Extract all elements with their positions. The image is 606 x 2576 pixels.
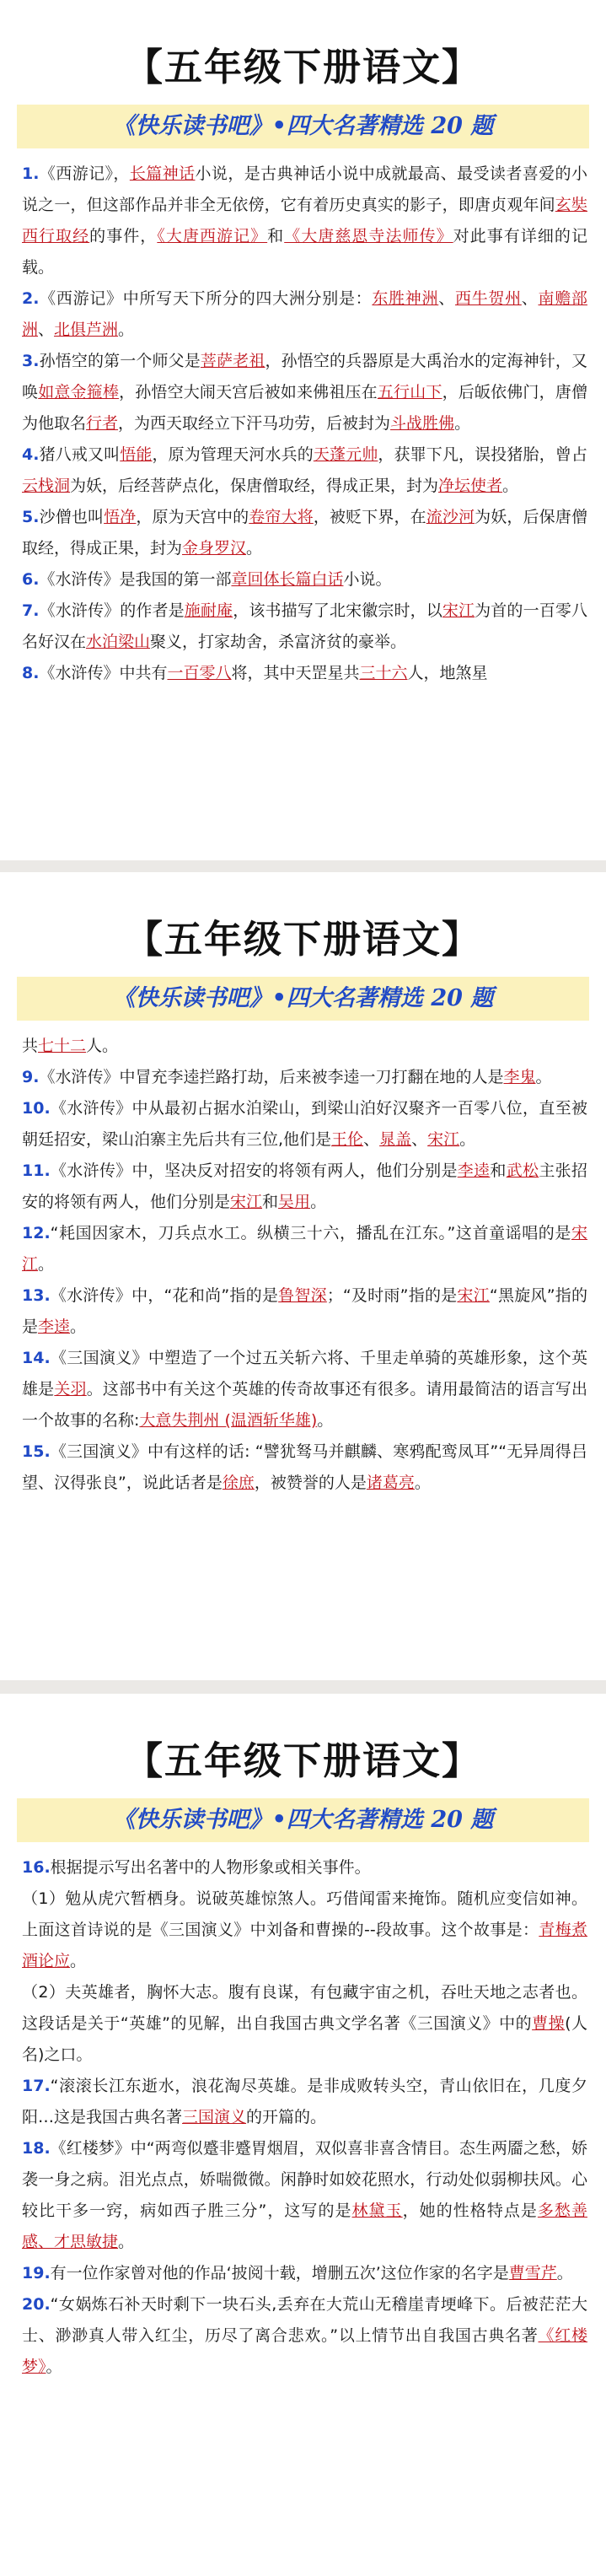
answer-text: 南赡部洲 — [22, 289, 587, 339]
question-text: 沙僧也叫 — [39, 508, 105, 526]
question-text: 。 — [46, 2358, 62, 2376]
question-text: 、 — [521, 289, 539, 308]
answer-text: 一百零八 — [167, 664, 232, 682]
question-text: ，获罪下凡，误投猪胎，曾占 — [378, 445, 587, 464]
answer-text: 宋江 — [442, 601, 475, 620]
question-number: 14. — [22, 1349, 51, 1367]
question-item — [22, 346, 587, 439]
question-text: “黑旋风”指的是 — [22, 1286, 588, 1336]
question-item — [22, 2133, 587, 2258]
answer-text: 李鬼 — [503, 1068, 536, 1086]
answer-text: 卷帘大将 — [249, 508, 314, 526]
answer-text: 李逵 — [38, 1318, 71, 1336]
answer-text: 三十六 — [359, 664, 408, 682]
answer-text: 《大唐西游记》 — [157, 227, 268, 245]
answer-text: 《红楼梦》 — [22, 2326, 587, 2376]
answer-text: 天蓬元帅 — [313, 445, 378, 464]
question-text: 人，地煞星 — [407, 664, 488, 682]
question-item — [22, 2071, 587, 2133]
answer-text: 斗战胜佛 — [390, 414, 455, 433]
question-number: 13. — [22, 1286, 51, 1305]
questions-list — [22, 159, 587, 689]
question-item — [22, 2289, 587, 2383]
question-text: “滚滚长江东逝水，浪花淘尽英雄。是非成败转头空，青山依旧在，几度夕阳…这是我国古典名著 — [22, 2077, 587, 2126]
page-card-2 — [0, 872, 606, 1680]
answer-text: 七十二 — [38, 1037, 87, 1055]
question-text: 为妖，后保唐僧取经，得成正果，封为 — [22, 508, 587, 558]
answer-text: 宋江 — [427, 1130, 460, 1149]
question-text: 。 — [118, 2233, 135, 2251]
question-text: 对此事有详细的记载。 — [22, 227, 587, 277]
question-number: 11. — [22, 1161, 51, 1180]
question-text: 小说，是古典神话小说中成就最高、最受读者喜爱的小说之一，但这部作品并非全无依傍，它有着历史真实的影子，即唐贞观年间 — [22, 164, 587, 214]
question-text: 、 — [411, 1130, 428, 1149]
question-number: 12. — [22, 1224, 51, 1242]
answer-text: 曹雪芹 — [508, 2264, 557, 2282]
question-text: 。 — [502, 477, 519, 495]
answer-text: 三国演义 — [182, 2108, 247, 2126]
question-text: 共 — [22, 1037, 39, 1055]
page-title: 【五年级下册语文】 — [124, 45, 481, 89]
question-number: 4. — [22, 445, 40, 464]
question-text: （2）夫英雄者，胸怀大志。腹有良谋，有包藏宇宙之机，吞吐天地之志者也。这段话是关于“英雄”的见解，出自我国古典文学名著《三国演义》中的 — [22, 1983, 587, 2033]
question-text: 《水浒传》中冒充李逵拦路打劫，后来被李逵一刀打翻在地的人是 — [39, 1068, 504, 1086]
page-title: 【五年级下册语文】 — [124, 1738, 481, 1783]
question-item — [22, 1977, 587, 2071]
question-text: 根据提示写出名著中的人物形象或相关事件。 — [50, 1858, 371, 1877]
question-number: 6. — [22, 570, 40, 589]
answer-text: 北俱芦洲 — [54, 321, 119, 339]
question-item — [22, 1218, 587, 1280]
question-number: 3. — [22, 352, 40, 370]
question-number: 9. — [22, 1068, 40, 1086]
question-text: 和 — [267, 227, 285, 245]
answer-text: 诸葛亮 — [366, 1474, 415, 1492]
question-text: ，后皈依佛门，唐僧为他取名 — [22, 383, 587, 433]
page-card-3 — [0, 1694, 606, 2576]
answer-text: 云栈洞 — [22, 477, 71, 495]
question-item — [22, 439, 587, 502]
question-text: 猪八戒又叫 — [39, 445, 121, 464]
question-number: 17. — [22, 2077, 51, 2095]
question-item — [22, 595, 587, 658]
question-text: 。 — [38, 1255, 55, 1274]
question-item — [22, 1062, 587, 1093]
question-number: 7. — [22, 601, 40, 620]
answer-text: 菩萨老祖 — [200, 352, 265, 370]
question-number: 10. — [22, 1099, 51, 1118]
question-text: 《水浒传》的作者是 — [39, 601, 185, 620]
question-text: ，被贬下界，在 — [313, 508, 426, 526]
question-text: 和 — [490, 1161, 507, 1180]
question-text: ，原为管理天河水兵的 — [152, 445, 314, 464]
question-text: ，被赞誉的人是 — [254, 1474, 367, 1492]
answer-text: 宋江 — [457, 1286, 490, 1305]
question-item — [22, 1280, 587, 1343]
question-text: 和 — [262, 1193, 279, 1211]
question-text: 、 — [363, 1130, 380, 1149]
question-text: ；“及时雨”指的是 — [326, 1286, 458, 1305]
question-text: （1）勉从虎穴暂栖身。说破英雄惊煞人。巧借闻雷来掩饰。随机应变信如神。上面这首诗说的是《三国演义》中刘备和曹操的--段故事。这个故事是： — [22, 1889, 587, 1939]
question-number: 20. — [22, 2295, 51, 2314]
question-text: ，她的性格特点是 — [402, 2201, 538, 2220]
section-banner: 《快乐读书吧》•四大名著精选 20 题 — [17, 977, 589, 1021]
question-item — [22, 1031, 587, 1062]
answer-text: 李逵 — [457, 1161, 491, 1180]
question-text: “耗国因家木，刀兵点水工。纵横三十六，播乱在江东。”这首童谣唱的是 — [50, 1224, 571, 1242]
question-text: 孙悟空的第一个师父是 — [39, 352, 201, 370]
question-item — [22, 1093, 587, 1156]
answer-text: 长篇神话 — [129, 164, 196, 183]
question-item — [22, 1852, 587, 1883]
answer-text: 章回体长篇白话 — [231, 570, 344, 589]
page-card-1 — [0, 0, 606, 860]
question-text: ，孙悟空的兵器原是大禹治水的定海神针，又唤 — [22, 352, 587, 401]
question-text: 为首的一百零八名好汉在 — [22, 601, 587, 651]
question-text: 。这部书中有关这个英雄的传奇故事还有很多。请用最简洁的语言写出一个故事的名称: — [22, 1380, 587, 1430]
question-number: 5. — [22, 508, 40, 526]
question-number: 15. — [22, 1442, 51, 1461]
question-text: 。 — [310, 1193, 327, 1211]
question-text: 《水浒传》中共有 — [39, 664, 168, 682]
question-item — [22, 1883, 587, 1977]
question-item — [22, 1156, 587, 1218]
section-banner: 《快乐读书吧》•四大名著精选 20 题 — [17, 105, 589, 148]
question-text: 。 — [70, 1952, 87, 1970]
question-text: 。 — [414, 1474, 431, 1492]
question-item — [22, 2258, 587, 2289]
question-text: 《红楼梦》中“两弯似蹙非蹙胃烟眉，双似喜非喜含情目。态生两靥之愁，娇袭一身之病。泪光点点，娇喘微微。闲静时如姣花照水，行动处似弱柳扶风。心较比干多一窍，病如西子胜三分”，这写的是 — [22, 2139, 587, 2220]
answer-text: 流沙河 — [426, 508, 475, 526]
answer-text: 晁盖 — [379, 1130, 412, 1149]
question-text: ，为西天取经立下汗马功劳，后被封为 — [118, 414, 391, 433]
question-text: 主张招安的将领有两人，他们分别是 — [22, 1161, 587, 1211]
questions-list — [22, 1031, 587, 1499]
question-item — [22, 1343, 587, 1436]
section-banner: 《快乐读书吧》•四大名著精选 20 题 — [17, 1798, 589, 1842]
answer-text: 宋江 — [22, 1224, 587, 1274]
question-text: 。 — [556, 2264, 573, 2282]
question-text: 《水浒传》中从最初占据水泊梁山，到梁山泊好汉聚齐一百零八位，直至被朝廷招安，梁山泊寨主先后共有三位,他们是 — [22, 1099, 587, 1149]
question-text: 《三国演义》中有这样的话: “譬犹驽马并麒麟、寒鸦配鸾凤耳”“无异周得吕望、汉得张良”，说此话者是 — [22, 1442, 587, 1492]
question-text: 聚义，打家劫舍，杀富济贫的豪举。 — [150, 633, 407, 651]
answer-text: 徐庶 — [222, 1474, 255, 1492]
question-text: 的开篇的。 — [246, 2108, 327, 2126]
questions-list — [22, 1852, 587, 2383]
answer-text: 关羽 — [54, 1380, 87, 1398]
question-text: 《三国演义》中塑造了一个过五关斩六将、千里走单骑的英雄形象，这个英雄是 — [22, 1349, 587, 1398]
question-text: 将，其中天罡星共 — [231, 664, 360, 682]
question-text: 。 — [454, 414, 471, 433]
answer-text: 王伦 — [331, 1130, 364, 1149]
answer-text: 青梅煮酒论应 — [22, 1921, 587, 1970]
answer-text: 行者 — [86, 414, 119, 433]
question-text: 的事件， — [89, 227, 158, 245]
answer-text: 大意失荆州 (温酒斩华雄) — [139, 1411, 318, 1430]
answer-text: 曹操 — [532, 2014, 566, 2033]
answer-text: 《大唐慈恩寺法师传》 — [284, 227, 453, 245]
question-text: “女娲炼石补天时剩下一块石头,丢弃在大荒山无稽崖青埂峰下。后被茫茫大士、渺渺真人带入红尘，历尽了离合悲欢。”以上情节出自我国古典名著 — [22, 2295, 587, 2345]
question-text: 《西游记》， — [39, 164, 130, 183]
page-title: 【五年级下册语文】 — [124, 917, 481, 962]
question-item — [22, 564, 587, 595]
question-item — [22, 658, 587, 689]
question-number: 18. — [22, 2139, 51, 2158]
question-text: 、 — [38, 321, 55, 339]
answer-text: 悟能 — [120, 445, 153, 464]
question-number: 19. — [22, 2264, 51, 2282]
question-number: 2. — [22, 289, 40, 308]
answer-text: 宋江 — [230, 1193, 263, 1211]
question-text: 《水浒传》是我国的第一部 — [39, 570, 232, 589]
question-text: 为妖，后经菩萨点化，保唐僧取经，得成正果，封为 — [70, 477, 439, 495]
answer-text: 多愁善感、才思敏捷 — [22, 2201, 587, 2251]
question-text: ，孙悟空大闹天宫后被如来佛祖压在 — [119, 383, 378, 401]
question-text: ，该书描写了北宋徽宗时，以 — [233, 601, 442, 620]
question-item — [22, 283, 587, 346]
answer-text: 净坛使者 — [438, 477, 503, 495]
question-text: 。 — [70, 1318, 87, 1336]
answer-text: 林黛玉 — [351, 2201, 403, 2220]
answer-text: 悟净 — [104, 508, 137, 526]
question-text: 。 — [246, 539, 263, 558]
question-text: 《水浒传》中，坚决反对招安的将领有两人，他们分别是 — [50, 1161, 458, 1180]
question-text: 。 — [118, 321, 135, 339]
answer-text: 五行山下 — [377, 383, 442, 401]
question-item — [22, 159, 587, 283]
answer-text: 施耐庵 — [184, 601, 233, 620]
question-number: 16. — [22, 1858, 51, 1877]
answer-text: 玄奘西行取经 — [22, 196, 587, 245]
answer-text: 如意金箍棒 — [38, 383, 120, 401]
question-item — [22, 502, 587, 564]
answer-text: 东胜神洲 — [372, 289, 439, 308]
question-text: 有一位作家曾对他的作品‘披阅十载，增删五次’这位作家的名字是 — [50, 2264, 509, 2282]
answer-text: 西牛贺州 — [454, 289, 522, 308]
question-text: 、 — [438, 289, 455, 308]
question-text: 。 — [459, 1130, 476, 1149]
answer-text: 鲁智深 — [278, 1286, 327, 1305]
question-text: 《水浒传》中，“花和尚”指的是 — [50, 1286, 279, 1305]
answer-text: 武松 — [506, 1161, 539, 1180]
question-item — [22, 1436, 587, 1499]
answer-text: 吴用 — [278, 1193, 311, 1211]
question-number: 1. — [22, 164, 40, 183]
question-text: 。 — [317, 1411, 334, 1430]
answer-text: 水泊梁山 — [86, 633, 151, 651]
question-text: 。 — [535, 1068, 552, 1086]
question-number: 8. — [22, 664, 40, 682]
question-text: (人名)之口。 — [22, 2014, 587, 2064]
question-text: ，原为天宫中的 — [136, 508, 249, 526]
answer-text: 金身罗汉 — [182, 539, 247, 558]
question-text: 小说。 — [343, 570, 392, 589]
question-text: 人。 — [86, 1037, 119, 1055]
question-text: 《西游记》中所写天下所分的四大洲分别是： — [39, 289, 373, 308]
